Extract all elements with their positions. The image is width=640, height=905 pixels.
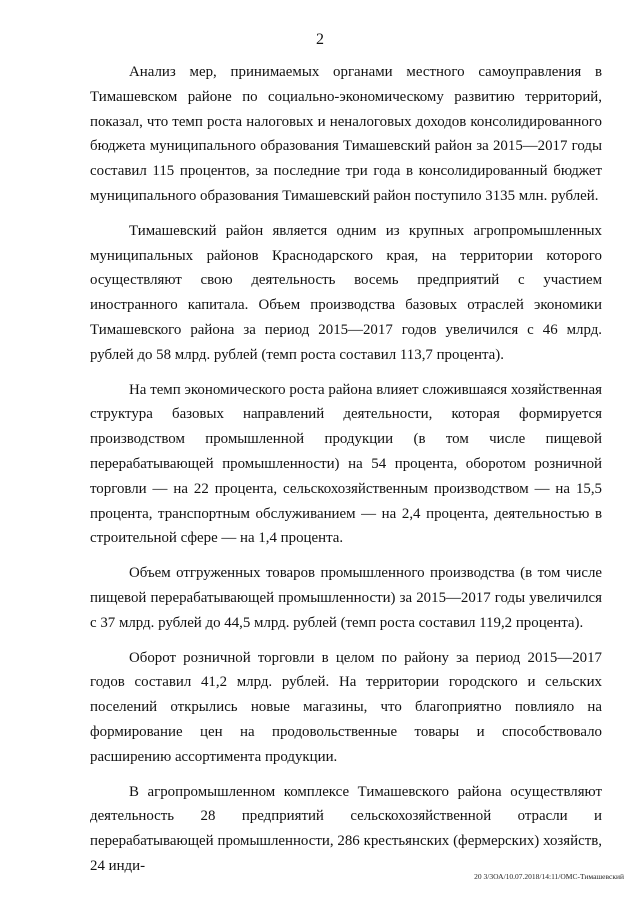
- paragraph-industrial-output: Объем отгруженных товаров промышленного производства (в том числе пищевой перерабатывающей промышленности) за 2015—2017 годы увеличился с 37 млрд. рублей до 44,5 млрд. рублей (темп роста составил 119,2 процента).: [90, 565, 602, 631]
- paragraph-retail-turnover: Оборот розничной торговли в целом по району за период 2015—2017 годов составил 41,2 млрд. рублей. На территории городского и сельских поселений открылись новые магазины, что благоприятно повлияло на формирование цен на продовольственные товары и способствовало расширению ассортимента продукции.: [90, 649, 602, 765]
- paragraph-agro-complex: В агропромышленном комплексе Тимашевского района осуществляют деятельность 28 предприятий сельскохозяйственной отрасли и перерабатывающей промышленности, 286 крестьянских (фермерских) хозяйств, 24 инди-: [90, 783, 602, 874]
- paragraph-economic-structure: На темп экономического роста района влияет сложившаяся хозяйственная структура базовых направлений деятельности, которая формируется производством промышленной продукции (в том числе пищевой перерабатывающей промышленности) на 54 процента, оборотом розничной торговли — на 22 процента, сельскохозяйственным производством — на 15,5 процента, транспортным обслуживанием — на 2,4 процента, деятельностью в строительной сфере — на 1,4 процента.: [90, 381, 602, 547]
- document-body: [90, 60, 602, 879]
- registration-stamp: 20 3/3ОА/10.07.2018/14:11/ОМС-Тимашевский: [474, 872, 624, 881]
- paragraph-budget-analysis: Анализ мер, принимаемых органами местного самоуправления в Тимашевском районе по социально-экономическому развитию территорий, показал, что темп роста налоговых и неналоговых доходов консолидированного бюджета муниципального образования Тимашевский район за 2015—2017 годы составил 115 процентов, за последние три года в консолидированный бюджет муниципального образования Тимашевский район поступило 3135 млн. рублей.: [90, 64, 602, 204]
- page-number: 2: [316, 31, 324, 48]
- paragraph-agro-district: Тимашевский район является одним из крупных агропромышленных муниципальных районов Краснодарского края, на территории которого осуществляют свою деятельность восемь предприятий с участием иностранного капитала. Объем производства базовых отраслей экономики Тимашевского района за период 2015—2017 годов увеличился с 46 млрд. рублей до 58 млрд. рублей (темп роста составил 113,7 процента).: [90, 222, 602, 363]
